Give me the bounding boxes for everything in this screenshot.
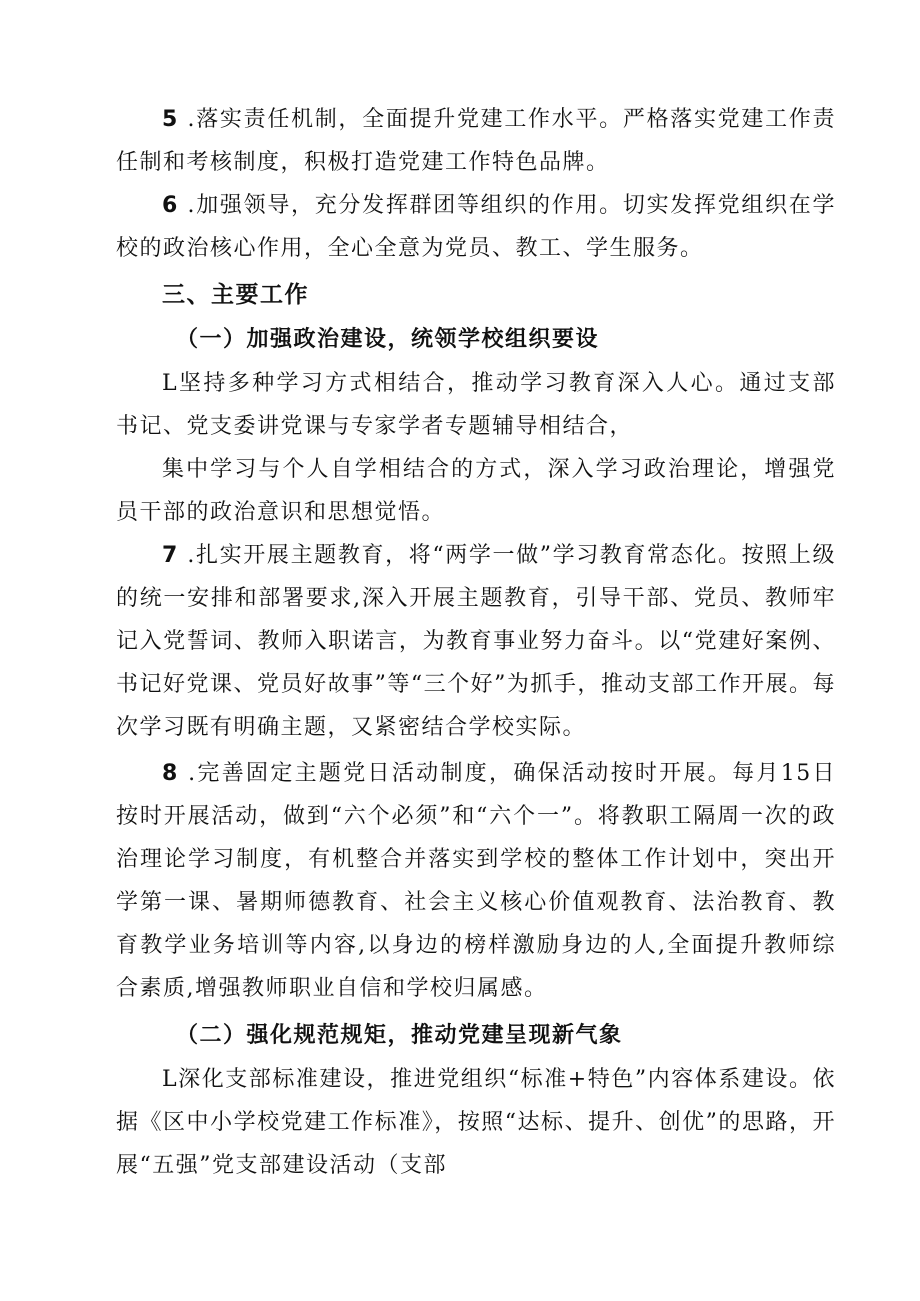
- paragraph-text: .落实责任机制，全面提升党建工作水平。严格落实党建工作责任制和考核制度，积极打造党建工作特色品牌。: [116, 107, 836, 175]
- section-heading: 三、主要工作: [162, 282, 309, 308]
- paragraph-l1-continued: 集中学习与个人自学相结合的方式，深入学习政治理论，增强党员干部的政治意识和思想觉悟。: [116, 457, 836, 525]
- paragraph-text: .扎实开展主题教育，将“两学一做”学习教育常态化。按照上级的统一安排和部署要求,深入开展主题教育，引导干部、党员、教师牢记入党誓词、教师入职诺言，为教育事业努力奋斗。以“党建好案例、书记好党课、党员好故事”等“三个好”为抓手，推动支部工作开展。每次学习既有明确主题，又紧密结合学校实际。: [116, 543, 836, 740]
- item-number: 6: [162, 193, 179, 218]
- subsection-heading: （一）加强政治建设，统领学校组织要设: [176, 326, 600, 352]
- paragraph-5: [116, 98, 836, 184]
- paragraph-text: .加强领导，充分发挥群团等组织的作用。切实发挥党组织在学校的政治核心作用，全心全意为党员、教工、学生服务。: [116, 193, 836, 261]
- item-number: 8: [162, 761, 179, 786]
- paragraph-l2: L深化支部标准建设，推进党组织“标准+特色”内容体系建设。依据《区中小学校党建工作标准》，按照“达标、提升、创优”的思路，开展“五强”党支部建设活动（支部: [116, 1067, 836, 1178]
- paragraph-8: [116, 752, 836, 1010]
- item-number: 5: [162, 107, 179, 132]
- item-number: 7: [162, 543, 179, 568]
- paragraph-text: .完善固定主题党日活动制度，确保活动按时开展。每月15日按时开展活动，做到“六个必须”和“六个一”。将教职工隔周一次的政治理论学习制度，有机整合并落实到学校的整体工作计划中，突出开学第一课、暑期师德教育、社会主义核心价值观教育、法治教育、教育教学业务培训等内容,以身边的榜样激励身边的人,全面提升教师综合素质,增强教师职业自信和学校归属感。: [116, 761, 836, 1001]
- paragraph-6: [116, 184, 836, 270]
- paragraph-l1: L坚持多种学习方式相结合，推动学习教育深入人心。通过支部书记、党支委讲党课与专家学者专题辅导相结合，: [116, 371, 836, 439]
- subsection-heading: （二）强化规范规矩，推动党建呈现新气象: [176, 1022, 623, 1048]
- paragraph-7: [116, 534, 836, 749]
